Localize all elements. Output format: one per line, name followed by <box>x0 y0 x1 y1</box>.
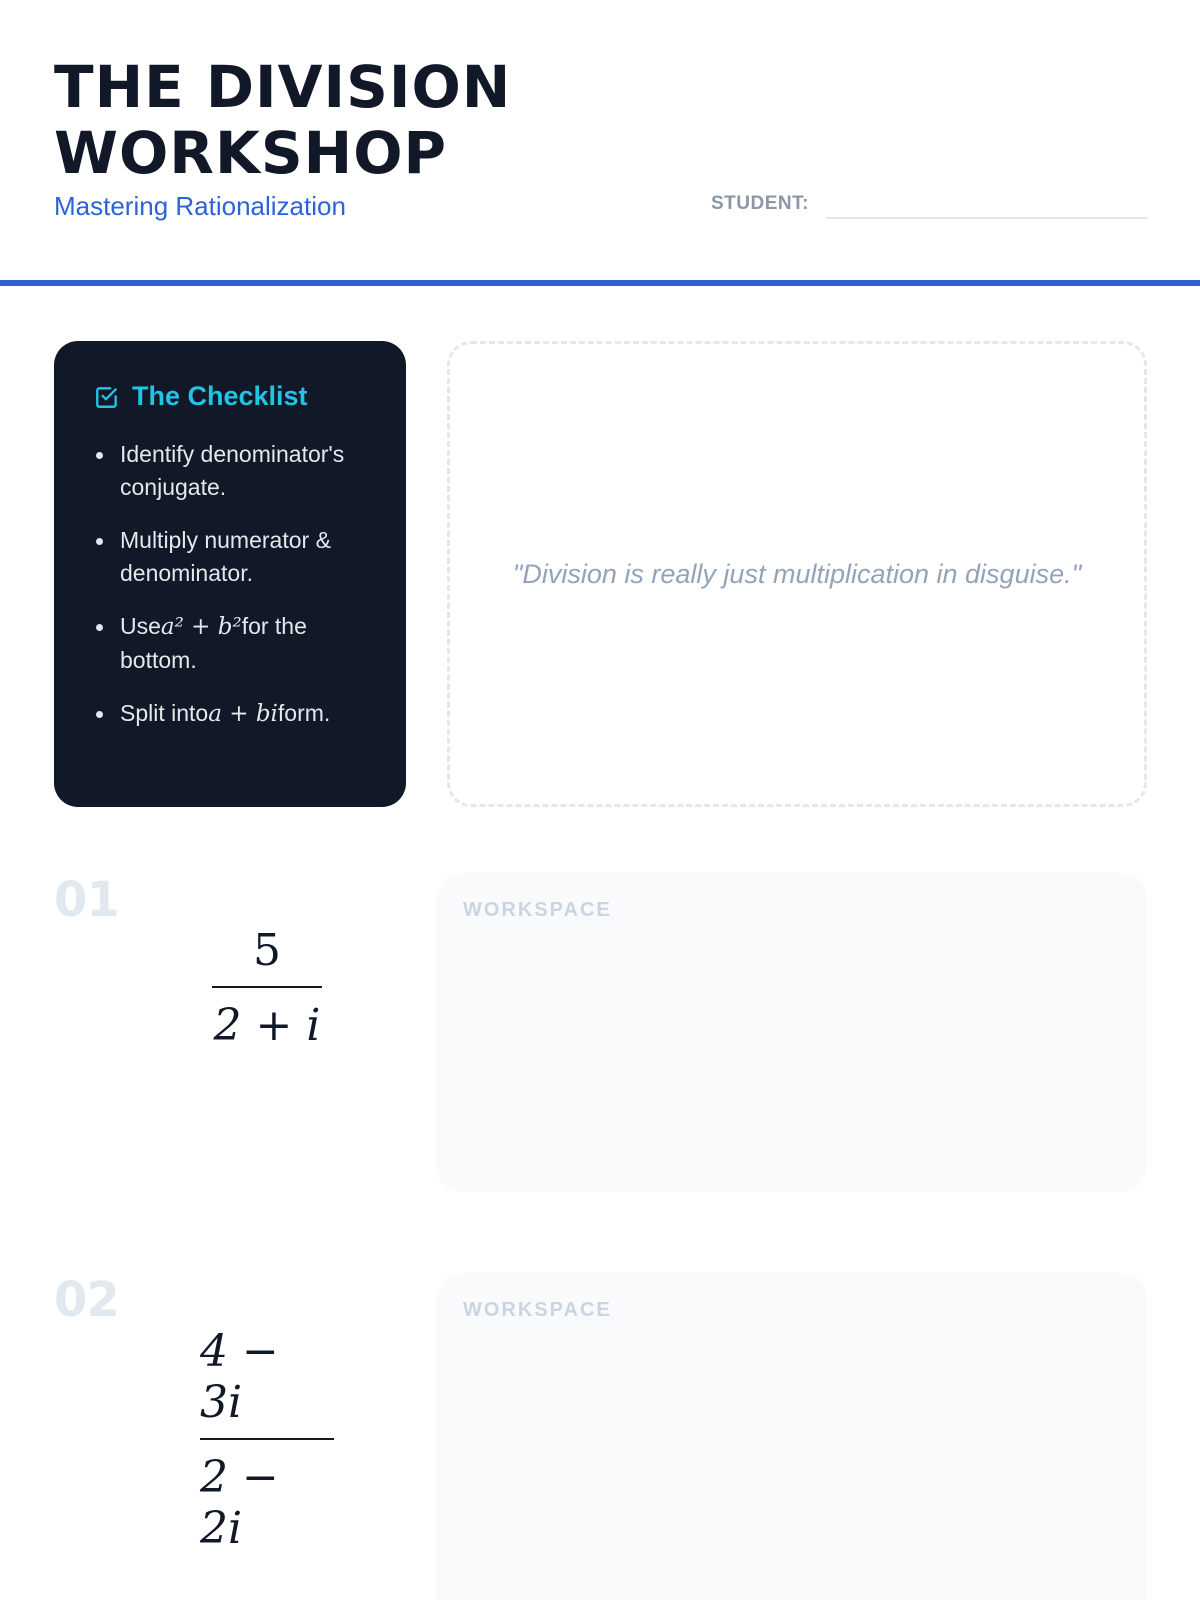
title-line-2: WORKSHOP <box>54 119 448 187</box>
workspace-label: WORKSPACE <box>463 1299 612 1321</box>
checklist-item-pre: Use <box>120 613 161 639</box>
checklist-title: The Checklist <box>132 381 308 411</box>
fraction-numerator: 5 <box>253 925 281 976</box>
worksheet-header <box>0 0 1200 287</box>
checklist-item <box>94 697 372 731</box>
checklist-item-post: form. <box>277 700 331 726</box>
page-title <box>54 54 511 186</box>
workspace-area[interactable] <box>436 873 1147 1192</box>
quote-text: "Division is really just multiplication in disguise." <box>512 558 1082 589</box>
checkbox-icon <box>94 384 120 410</box>
problem-fraction <box>200 1326 334 1554</box>
workspace-area[interactable] <box>436 1273 1147 1600</box>
header-divider <box>0 280 1200 286</box>
checklist-item-math: a + bi <box>208 701 278 727</box>
checklist-panel <box>54 341 406 807</box>
checklist-item <box>94 610 372 677</box>
checklist-item-post: for the bottom. <box>120 613 307 673</box>
fraction-numerator: 4 − 3i <box>200 1326 279 1428</box>
student-label: STUDENT: <box>711 193 809 214</box>
problem-fraction <box>212 925 322 1051</box>
student-name-field[interactable] <box>826 217 1148 219</box>
checklist-item-text: Identify denominator's conjugate. <box>120 441 345 500</box>
fraction-bar <box>200 1438 334 1440</box>
checklist-items <box>94 438 372 731</box>
checklist-heading <box>94 381 372 412</box>
checklist-item-pre: Split into <box>120 700 209 726</box>
checklist-item-text: Multiply numerator & denominator. <box>120 527 331 586</box>
checklist-item-math: a² + b² <box>160 614 242 640</box>
fraction-denominator: 2 + i <box>213 1000 321 1051</box>
title-line-1: THE DIVISION <box>54 53 512 121</box>
quote-box <box>447 341 1147 807</box>
problem-number: 01 <box>54 872 119 928</box>
fraction-bar <box>212 986 322 988</box>
page-subtitle: Mastering Rationalization <box>54 191 346 221</box>
fraction-denominator: 2 − 2i <box>200 1452 279 1554</box>
problem-number: 02 <box>54 1272 119 1328</box>
checklist-item <box>94 438 372 504</box>
checklist-item <box>94 524 372 590</box>
workspace-label: WORKSPACE <box>463 899 612 921</box>
